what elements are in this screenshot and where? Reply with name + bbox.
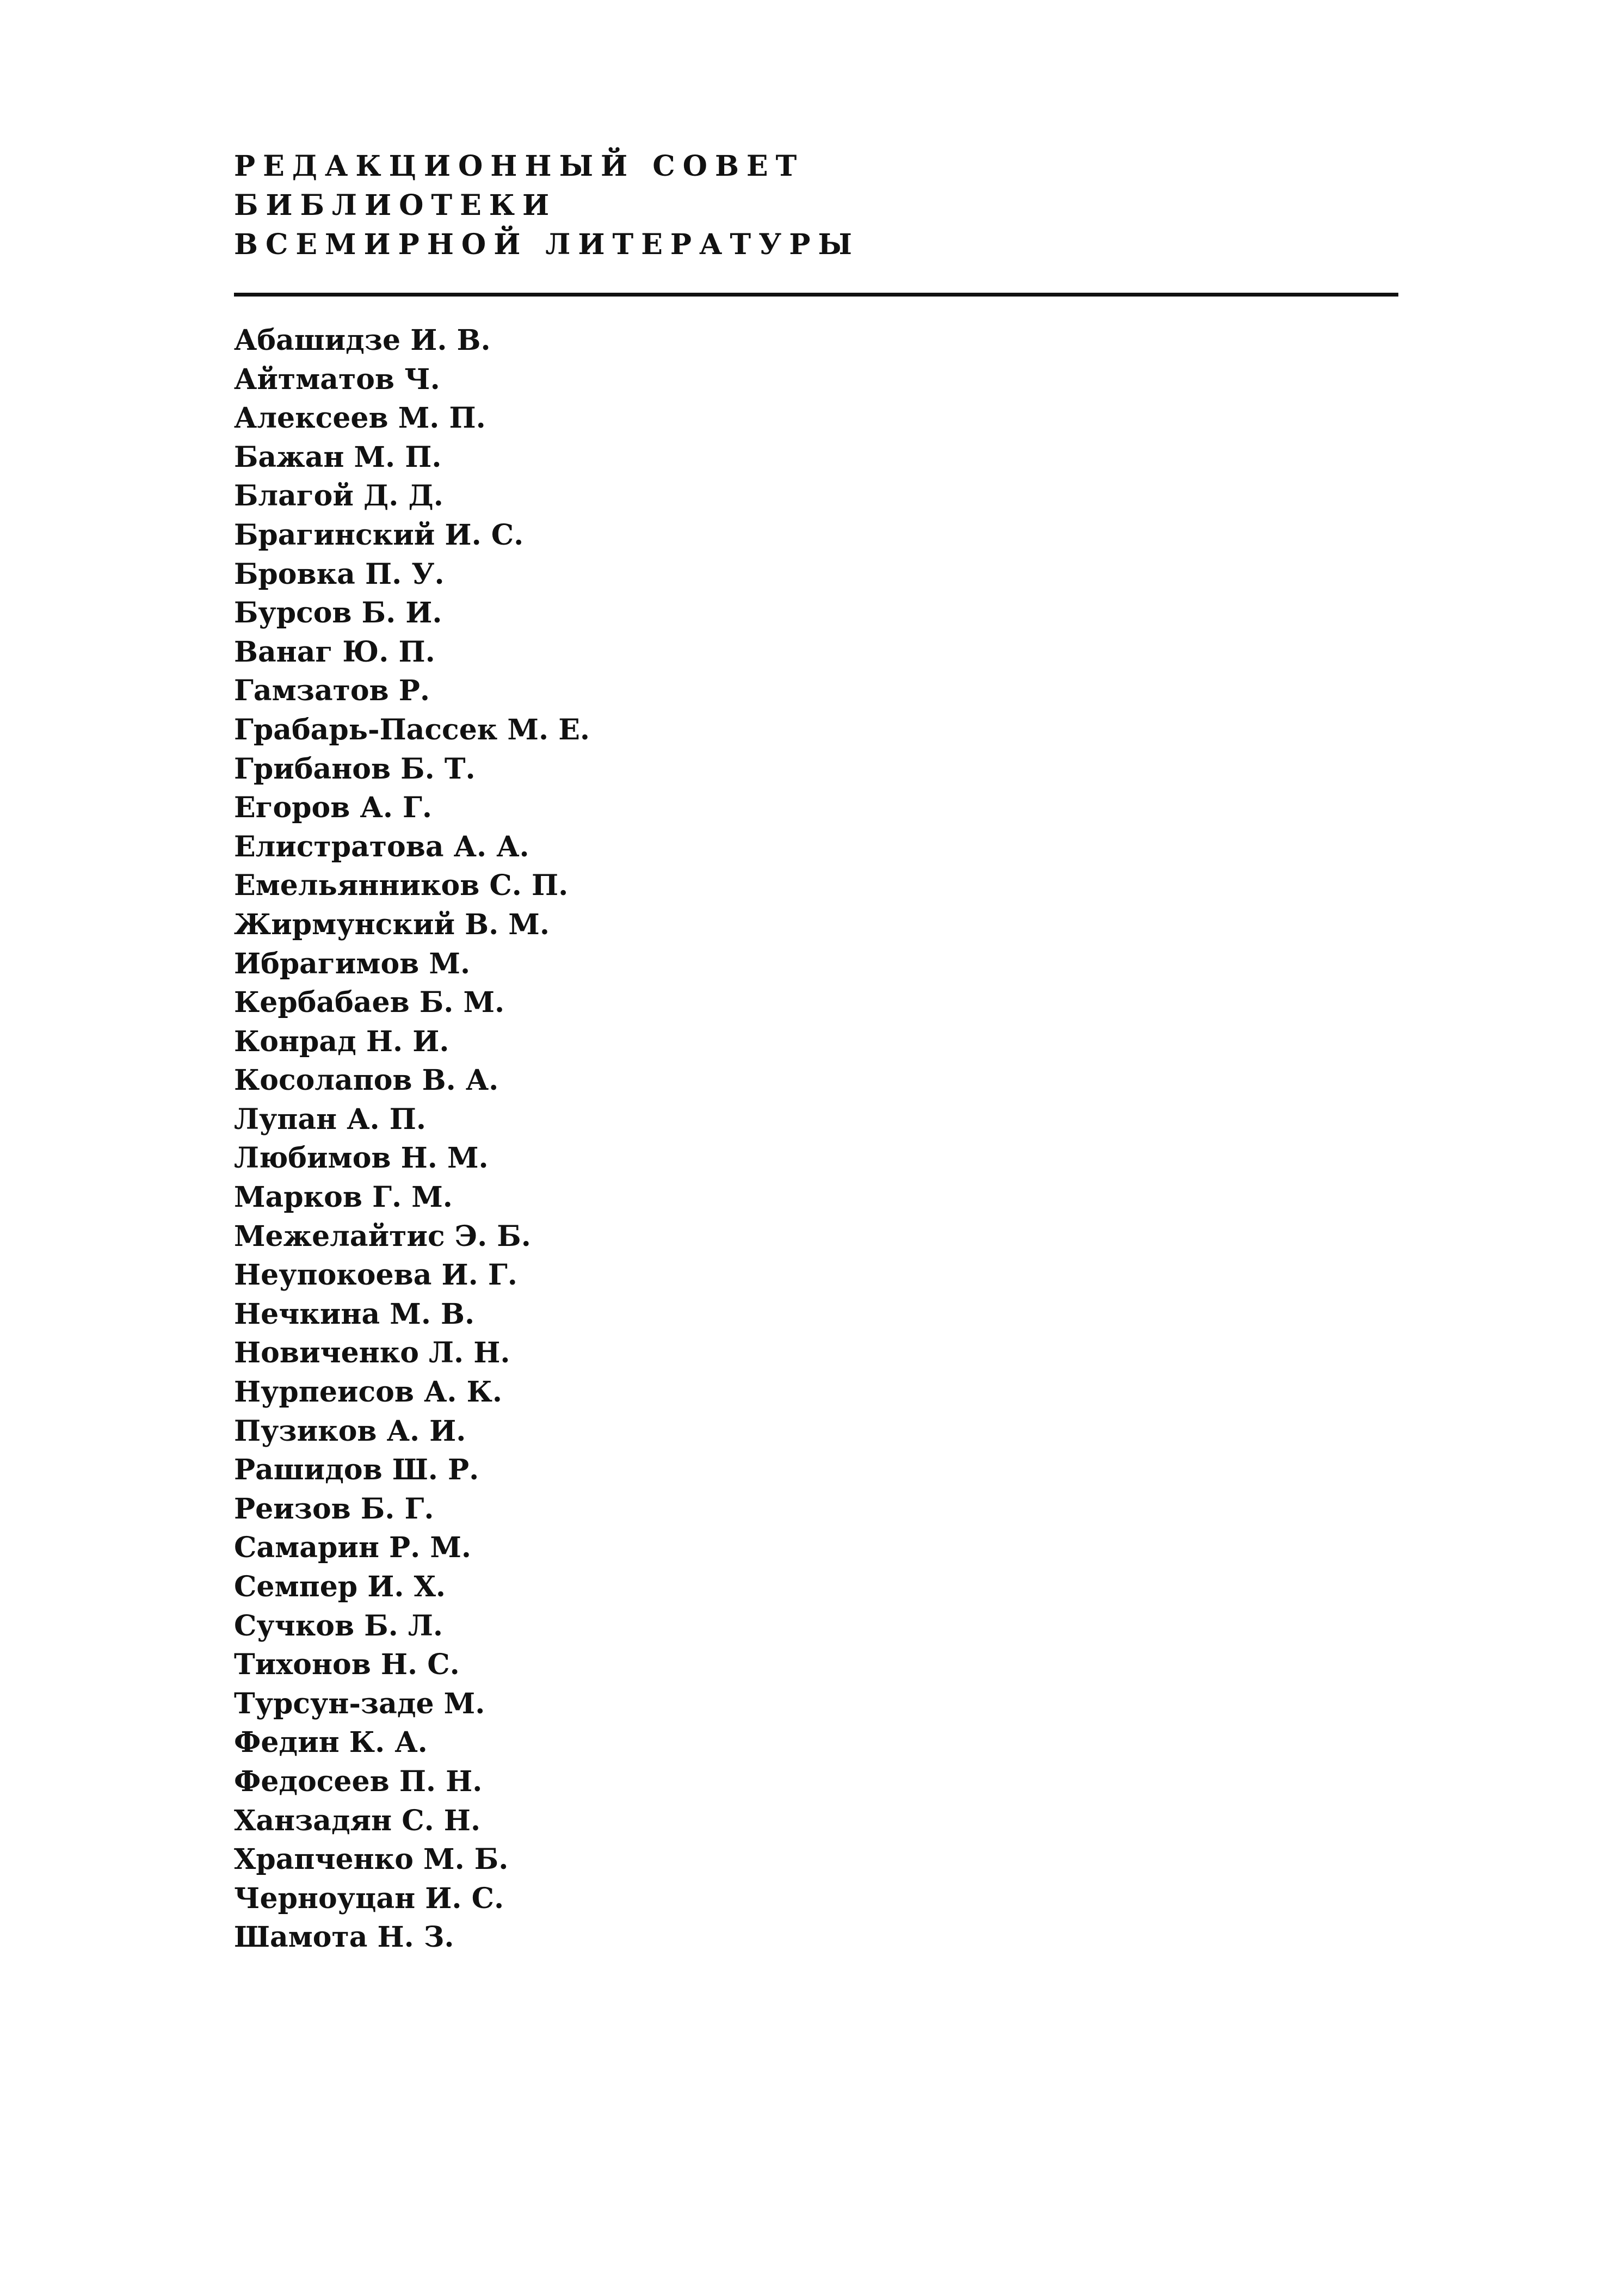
list-item: Реизов Б. Г. bbox=[234, 1492, 434, 1526]
list-item: Нечкина М. В. bbox=[234, 1297, 475, 1331]
list-item: Рашидов Ш. Р. bbox=[234, 1453, 479, 1487]
list-item: Грибанов Б. Т. bbox=[234, 752, 476, 786]
list-item: Любимов Н. М. bbox=[234, 1141, 489, 1175]
list-item: Благой Д. Д. bbox=[234, 479, 443, 513]
heading-line-1: РЕДАКЦИОННЫЙ СОВЕТ bbox=[234, 150, 805, 183]
list-item: Семпер И. Х. bbox=[234, 1570, 446, 1603]
heading-line-3: ВСЕМИРНОЙ ЛИТЕРАТУРЫ bbox=[234, 228, 860, 261]
list-item: Самарин Р. М. bbox=[234, 1531, 472, 1565]
heading-divider bbox=[234, 293, 1398, 297]
list-item: Айтматов Ч. bbox=[234, 362, 440, 396]
list-item: Алексеев М. П. bbox=[234, 402, 486, 435]
council-members-list bbox=[234, 321, 590, 1957]
list-item: Гамзатов Р. bbox=[234, 674, 430, 708]
list-item: Сучков Б. Л. bbox=[234, 1609, 443, 1643]
list-item: Грабарь-Пассек М. Е. bbox=[234, 713, 590, 746]
heading-line-2: БИБЛИОТЕКИ bbox=[234, 189, 557, 222]
list-item: Ибрагимов М. bbox=[234, 947, 471, 980]
list-item: Бровка П. У. bbox=[234, 557, 445, 591]
list-item: Марков Г. М. bbox=[234, 1181, 453, 1214]
list-item: Федин К. А. bbox=[234, 1726, 428, 1760]
list-item: Емельянников С. П. bbox=[234, 869, 569, 903]
list-item: Тихонов Н. С. bbox=[234, 1648, 460, 1682]
list-item: Ханзадян С. Н. bbox=[234, 1804, 481, 1837]
list-item: Турсун-заде М. bbox=[234, 1687, 485, 1720]
list-item: Егоров А. Г. bbox=[234, 791, 433, 825]
list-item: Нурпеисов А. К. bbox=[234, 1375, 503, 1409]
list-item: Бажан М. П. bbox=[234, 440, 442, 474]
list-item: Кербабаев Б. М. bbox=[234, 986, 505, 1020]
list-item: Брагинский И. С. bbox=[234, 518, 524, 552]
list-item: Межелайтис Э. Б. bbox=[234, 1219, 531, 1253]
list-item: Лупан А. П. bbox=[234, 1102, 426, 1136]
list-item: Жирмунский В. М. bbox=[234, 908, 550, 941]
list-item: Новиченко Л. Н. bbox=[234, 1336, 510, 1370]
list-item: Абашидзе И. В. bbox=[234, 324, 491, 357]
page-heading bbox=[234, 147, 860, 264]
list-item: Елистратова А. А. bbox=[234, 830, 529, 863]
list-item: Неупокоева И. Г. bbox=[234, 1258, 517, 1292]
list-item: Храпченко М. Б. bbox=[234, 1843, 509, 1877]
list-item: Федосеев П. Н. bbox=[234, 1764, 483, 1798]
list-item: Конрад Н. И. bbox=[234, 1024, 449, 1058]
list-item: Шамота Н. З. bbox=[234, 1921, 454, 1954]
list-item: Косолапов В. А. bbox=[234, 1064, 499, 1097]
list-item: Пузиков А. И. bbox=[234, 1414, 466, 1448]
list-item: Бурсов Б. И. bbox=[234, 596, 442, 630]
list-item: Черноуцан И. С. bbox=[234, 1881, 504, 1915]
list-item: Ванаг Ю. П. bbox=[234, 635, 435, 669]
